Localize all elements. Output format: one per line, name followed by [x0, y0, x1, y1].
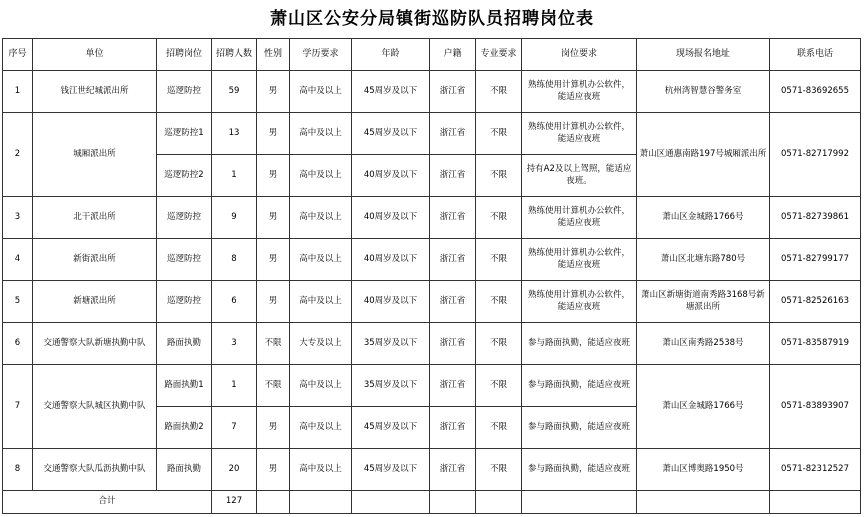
gender-cell: 男: [257, 449, 290, 491]
hukou-cell: 浙江省: [430, 449, 476, 491]
edu-cell: 高中及以上: [290, 239, 352, 281]
phone-cell: 0571-82717992: [770, 113, 861, 197]
major-cell: 不限: [476, 71, 522, 113]
hukou-cell: 浙江省: [430, 113, 476, 155]
total-count: 127: [212, 491, 257, 514]
requirement-cell: 参与路面执勤，能适应夜班: [522, 449, 637, 491]
age-cell: 40周岁及以下: [352, 155, 430, 197]
hukou-cell: 浙江省: [430, 407, 476, 449]
empty-cell: [637, 491, 770, 514]
header-cell: 性别: [257, 39, 290, 71]
header-cell: 单位: [33, 39, 157, 71]
header-cell: 户籍: [430, 39, 476, 71]
row-number: 7: [3, 365, 33, 449]
count-cell: 1: [212, 365, 257, 407]
count-cell: 9: [212, 197, 257, 239]
gender-cell: 男: [257, 71, 290, 113]
major-cell: 不限: [476, 113, 522, 155]
requirement-cell: 持有A2及以上驾照，能适应夜班。: [522, 155, 637, 197]
age-cell: 45周岁及以下: [352, 449, 430, 491]
table-row: [3, 449, 861, 491]
count-cell: 59: [212, 71, 257, 113]
age-cell: 40周岁及以下: [352, 239, 430, 281]
table-row: [3, 323, 861, 365]
hukou-cell: 浙江省: [430, 155, 476, 197]
age-cell: 35周岁及以下: [352, 365, 430, 407]
address-cell: 萧山区北塘东路780号: [637, 239, 770, 281]
phone-cell: 0571-82799177: [770, 239, 861, 281]
hukou-cell: 浙江省: [430, 197, 476, 239]
address-cell: 萧山区新塘街道南秀路3168号新塘派出所: [637, 281, 770, 323]
age-cell: 45周岁及以下: [352, 407, 430, 449]
edu-cell: 高中及以上: [290, 449, 352, 491]
major-cell: 不限: [476, 239, 522, 281]
empty-cell: [522, 491, 637, 514]
hukou-cell: 浙江省: [430, 239, 476, 281]
empty-cell: [352, 491, 430, 514]
gender-cell: 男: [257, 407, 290, 449]
table-row: [3, 113, 861, 155]
count-cell: 13: [212, 113, 257, 155]
edu-cell: 高中及以上: [290, 281, 352, 323]
post-cell: 巡逻防控1: [157, 113, 212, 155]
count-cell: 7: [212, 407, 257, 449]
unit-cell: 交通警察大队新塘执勤中队: [33, 323, 157, 365]
count-cell: 3: [212, 323, 257, 365]
post-cell: 路面执勤: [157, 323, 212, 365]
row-number: 1: [3, 71, 33, 113]
age-cell: 45周岁及以下: [352, 71, 430, 113]
row-number: 6: [3, 323, 33, 365]
gender-cell: 不限: [257, 323, 290, 365]
post-cell: 巡逻防控: [157, 197, 212, 239]
gender-cell: 男: [257, 239, 290, 281]
post-cell: 巡逻防控: [157, 71, 212, 113]
post-cell: 巡逻防控: [157, 281, 212, 323]
count-cell: 20: [212, 449, 257, 491]
edu-cell: 高中及以上: [290, 365, 352, 407]
phone-cell: 0571-82526163: [770, 281, 861, 323]
header-cell: 序号: [3, 39, 33, 71]
total-label: 合计: [3, 491, 212, 514]
requirement-cell: 熟练使用计算机办公软件，能适应夜班: [522, 71, 637, 113]
header-cell: 岗位要求: [522, 39, 637, 71]
phone-cell: 0571-82312527: [770, 449, 861, 491]
table-row: [3, 239, 861, 281]
address-cell: 萧山区金城路1766号: [637, 197, 770, 239]
unit-cell: 新塘派出所: [33, 281, 157, 323]
row-number: 5: [3, 281, 33, 323]
hukou-cell: 浙江省: [430, 365, 476, 407]
header-cell: 招聘岗位: [157, 39, 212, 71]
table-row: [3, 281, 861, 323]
requirement-cell: 熟练使用计算机办公软件，能适应夜班: [522, 239, 637, 281]
gender-cell: 男: [257, 155, 290, 197]
age-cell: 45周岁及以下: [352, 113, 430, 155]
hukou-cell: 浙江省: [430, 281, 476, 323]
edu-cell: 高中及以上: [290, 407, 352, 449]
post-cell: 路面执勤2: [157, 407, 212, 449]
header-cell: 年龄: [352, 39, 430, 71]
empty-cell: [257, 491, 290, 514]
header-cell: 现场报名地址: [637, 39, 770, 71]
hukou-cell: 浙江省: [430, 323, 476, 365]
count-cell: 8: [212, 239, 257, 281]
row-number: 2: [3, 113, 33, 197]
requirement-cell: 熟练使用计算机办公软件，能适应夜班: [522, 197, 637, 239]
unit-cell: 新街派出所: [33, 239, 157, 281]
age-cell: 35周岁及以下: [352, 323, 430, 365]
edu-cell: 高中及以上: [290, 113, 352, 155]
edu-cell: 高中及以上: [290, 71, 352, 113]
empty-cell: [476, 491, 522, 514]
major-cell: 不限: [476, 197, 522, 239]
unit-cell: 交通警察大队城区执勤中队: [33, 365, 157, 449]
hukou-cell: 浙江省: [430, 71, 476, 113]
requirement-cell: 参与路面执勤，能适应夜班: [522, 365, 637, 407]
major-cell: 不限: [476, 155, 522, 197]
post-cell: 巡逻防控2: [157, 155, 212, 197]
unit-cell: 交通警察大队瓜沥执勤中队: [33, 449, 157, 491]
phone-cell: 0571-83587919: [770, 323, 861, 365]
header-cell: 专业要求: [476, 39, 522, 71]
address-cell: 萧山区博奥路1950号: [637, 449, 770, 491]
major-cell: 不限: [476, 281, 522, 323]
row-number: 8: [3, 449, 33, 491]
gender-cell: 男: [257, 113, 290, 155]
count-cell: 6: [212, 281, 257, 323]
major-cell: 不限: [476, 365, 522, 407]
requirement-cell: 参与路面执勤，能适应夜班: [522, 407, 637, 449]
empty-cell: [770, 491, 861, 514]
empty-cell: [430, 491, 476, 514]
header-cell: 招聘人数: [212, 39, 257, 71]
total-row: [3, 491, 861, 514]
gender-cell: 男: [257, 197, 290, 239]
page-title: 萧山区公安分局镇街巡防队员招聘岗位表: [270, 9, 594, 29]
gender-cell: 不限: [257, 365, 290, 407]
requirement-cell: 参与路面执勤，能适应夜班: [522, 323, 637, 365]
recruitment-table: [2, 38, 861, 514]
address-cell: 杭州湾智慧谷警务室: [637, 71, 770, 113]
phone-cell: 0571-82739861: [770, 197, 861, 239]
header-row: [3, 39, 861, 71]
major-cell: 不限: [476, 407, 522, 449]
post-cell: 路面执勤1: [157, 365, 212, 407]
edu-cell: 高中及以上: [290, 197, 352, 239]
table-row: [3, 365, 861, 407]
post-cell: 巡逻防控: [157, 239, 212, 281]
empty-cell: [290, 491, 352, 514]
edu-cell: 大专及以上: [290, 323, 352, 365]
requirement-cell: 熟练使用计算机办公软件，能适应夜班: [522, 113, 637, 155]
phone-cell: 0571-83692655: [770, 71, 861, 113]
header-cell: 学历要求: [290, 39, 352, 71]
major-cell: 不限: [476, 449, 522, 491]
requirement-cell: 熟练使用计算机办公软件，能适应夜班: [522, 281, 637, 323]
post-cell: 路面执勤: [157, 449, 212, 491]
row-number: 3: [3, 197, 33, 239]
age-cell: 40周岁及以下: [352, 197, 430, 239]
table-row: [3, 197, 861, 239]
unit-cell: 钱江世纪城派出所: [33, 71, 157, 113]
edu-cell: 高中及以上: [290, 155, 352, 197]
row-number: 4: [3, 239, 33, 281]
major-cell: 不限: [476, 323, 522, 365]
address-cell: 萧山区通惠南路197号城厢派出所: [637, 113, 770, 197]
age-cell: 40周岁及以下: [352, 281, 430, 323]
table-row: [3, 71, 861, 113]
gender-cell: 男: [257, 281, 290, 323]
count-cell: 1: [212, 155, 257, 197]
header-cell: 联系电话: [770, 39, 861, 71]
address-cell: 萧山区南秀路2538号: [637, 323, 770, 365]
phone-cell: 0571-83893907: [770, 365, 861, 449]
address-cell: 萧山区金城路1766号: [637, 365, 770, 449]
unit-cell: 北干派出所: [33, 197, 157, 239]
unit-cell: 城厢派出所: [33, 113, 157, 197]
